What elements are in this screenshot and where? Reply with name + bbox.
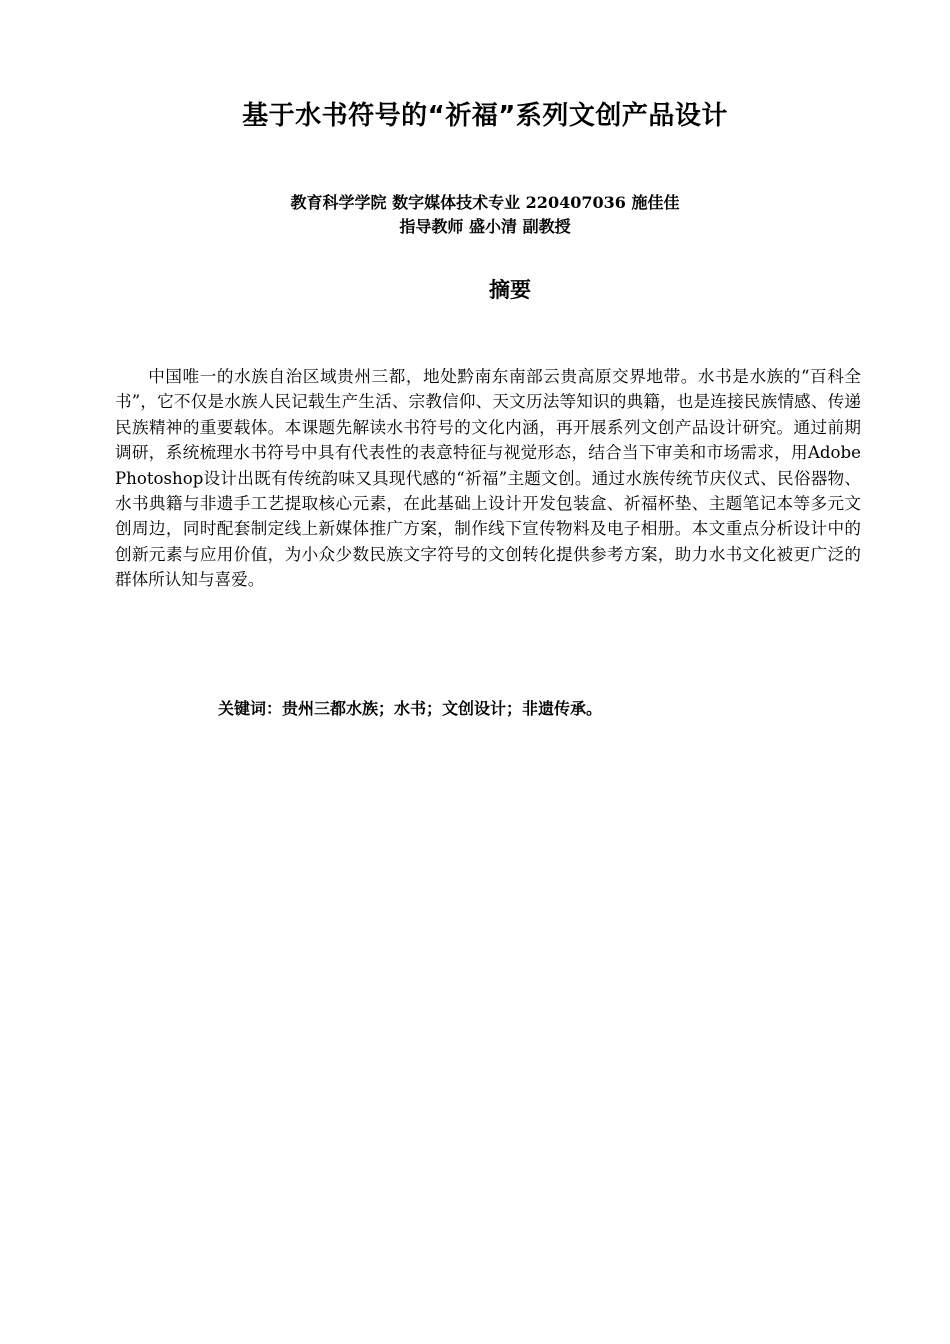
- abstract-body: 中国唯一的水族自治区域贵州三都，地处黔南东南部云贵高原交界地带。水书是水族的“百科全书”，它不仅是水族人民记载生产生活、宗教信仰、天文历法等知识的典籍，也是连接民族情感、传递民族精神的重要载体。本课题先解读水书符号的文化内涵，再开展系列文创产品设计研究。通过前期调研，系统梳理水书符号中具有代表性的表意特征与视觉形态，结合当下审美和市场需求，用Adobe Photoshop设计出既有传统韵味又具现代感的“祈福”主题文创。通过水族传统节庆仪式、民俗器物、水书典籍与非遗手工艺提取核心元素，在此基础上设计开发包装盒、祈福杯垫、主题笔记本等多元文创周边，同时配套制定线上新媒体推广方案，制作线下宣传物料及电子相册。本文重点分析设计中的创新元素与应用价值，为小众少数民族文字符号的文创转化提供参考方案，助力水书文化被更广泛的群体所认知与喜爱。: [115, 367, 861, 590]
- keywords-line: 关键词：贵州三都水族；水书；文创设计；非遗传承。: [218, 699, 603, 718]
- abstract-heading: 摘要: [489, 278, 531, 302]
- paper-title: 基于水书符号的“祈福”系列文创产品设计: [242, 101, 728, 131]
- advisor-line: 指导教师 盛小清 副教授: [399, 217, 571, 236]
- author-line: 教育科学学院 数字媒体技术专业 220407036 施佳佳: [290, 193, 680, 212]
